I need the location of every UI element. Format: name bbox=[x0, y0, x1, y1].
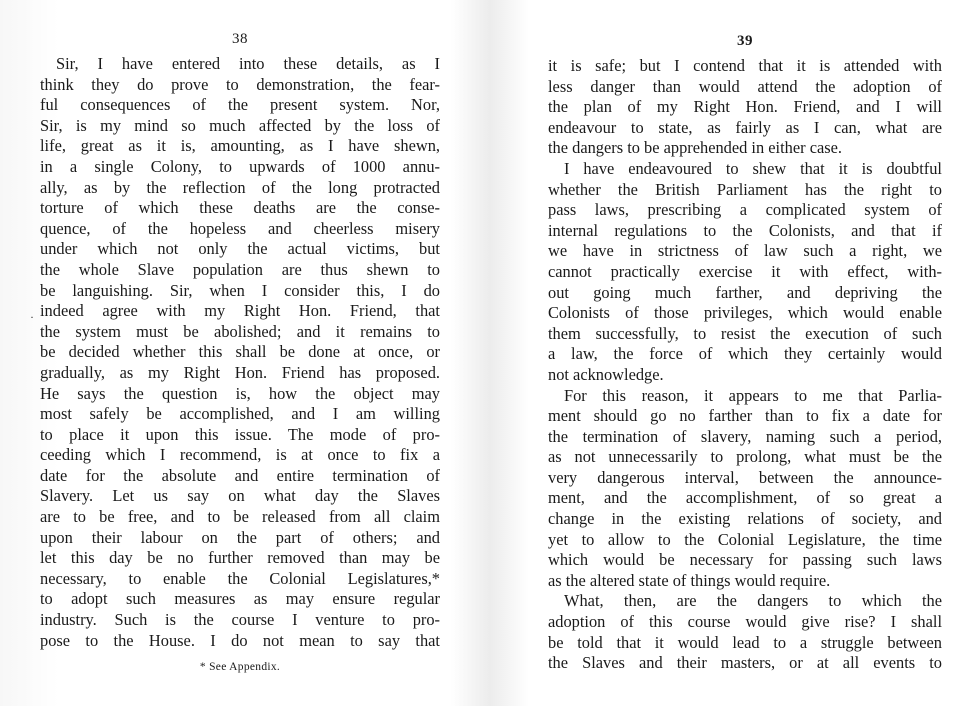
margin-mark: · bbox=[30, 310, 34, 324]
text-line: under which not only the actual victims, but bbox=[40, 239, 440, 259]
left-page bbox=[40, 0, 440, 706]
text-line: to place it upon this issue. The mode of pro- bbox=[40, 424, 440, 444]
text-line: be told that it would lead to a struggle between bbox=[548, 632, 942, 652]
text-line: Sir, is my mind so much affected by the loss of bbox=[40, 115, 440, 135]
text-line: pose to the House. I do not mean to say that bbox=[40, 630, 440, 650]
text-line: change in the existing relations of society, and bbox=[548, 509, 942, 529]
text-line: ceeding which I recommend, is at once to fix a bbox=[40, 445, 440, 465]
text-line: I have endeavoured to shew that it is doubtful bbox=[564, 158, 942, 178]
page-number-left: 38 bbox=[232, 31, 248, 47]
text-line: What, then, are the dangers to which the bbox=[564, 591, 942, 611]
text-line: the plan of my Right Hon. Friend, and I will bbox=[548, 97, 942, 117]
text-line: them successfully, to resist the execution of such bbox=[548, 323, 942, 343]
text-line: ment, and the accomplishment, of so great a bbox=[548, 488, 942, 508]
text-line: not acknowledge. bbox=[548, 364, 664, 384]
right-page bbox=[548, 0, 942, 706]
text-line: let this day be no further removed than may be bbox=[40, 548, 440, 568]
text-line: torture of which these deaths are the conse- bbox=[40, 198, 440, 218]
text-line: ally, as by the reflection of the long protracted bbox=[40, 177, 440, 197]
text-line: the Slaves and their masters, or at all events to bbox=[548, 653, 942, 673]
text-line: He says the question is, how the object may bbox=[40, 383, 440, 403]
text-line: Sir, I have entered into these details, as I bbox=[56, 54, 440, 73]
text-line: indeed agree with my Right Hon. Friend, that bbox=[40, 301, 440, 321]
text-line: adoption of this course would give rise? I shall bbox=[548, 612, 942, 632]
text-line: think they do prove to demonstration, the fear- bbox=[40, 74, 440, 94]
text-line: the termination of slavery, naming such a period, bbox=[548, 426, 942, 446]
text-line: in a single Colony, to upwards of 1000 annu- bbox=[40, 156, 440, 176]
text-line: it is safe; but I contend that it is attended with bbox=[548, 56, 942, 75]
text-line: quence, of the hopeless and cheerless misery bbox=[40, 218, 440, 238]
text-line: the dangers to be apprehended in either case. bbox=[548, 138, 842, 158]
text-line: be decided whether this shall be done at once, or bbox=[40, 342, 440, 362]
text-line: endeavour to state, as fairly as I can, what are bbox=[548, 117, 942, 137]
text-line: the system must be abolished; and it remains to bbox=[40, 321, 440, 341]
text-line: internal regulations to the Colonists, and that if bbox=[548, 220, 942, 240]
text-line: be languishing. Sir, when I consider this, I do bbox=[40, 280, 440, 300]
text-line: are to be free, and to be released from all claim bbox=[40, 507, 440, 527]
text-line: necessary, to enable the Colonial Legislatures,* bbox=[40, 568, 440, 588]
left-page-body bbox=[40, 54, 440, 651]
footnote: * See Appendix. bbox=[199, 661, 281, 674]
text-line: Colonists of those privileges, which would enable bbox=[548, 303, 942, 323]
text-line: very dangerous interval, between the announce- bbox=[548, 467, 942, 487]
text-line: ful consequences of the present system. Nor, bbox=[40, 95, 440, 115]
text-line: yet to allow to the Colonial Legislature, the time bbox=[548, 529, 942, 549]
text-line: ment should go no farther than to fix a date for bbox=[548, 406, 942, 426]
right-page-body bbox=[548, 56, 942, 674]
text-line: Slavery. Let us say on what day the Slaves bbox=[40, 486, 440, 506]
text-line: to adopt such measures as may ensure regular bbox=[40, 589, 440, 609]
text-line: upon their labour on the part of others; and bbox=[40, 527, 440, 547]
text-line: whether the British Parliament has the right to bbox=[548, 179, 942, 199]
text-line: less danger than would attend the adoption of bbox=[548, 76, 942, 96]
text-line: gradually, as my Right Hon. Friend has proposed. bbox=[40, 362, 440, 382]
text-line: most safely be accomplished, and I am willing bbox=[40, 404, 440, 424]
text-line: For this reason, it appears to me that Parlia- bbox=[564, 385, 942, 405]
text-line: out going much farther, and depriving the bbox=[548, 282, 942, 302]
text-line: we have in strictness of law such a right, we bbox=[548, 241, 942, 261]
text-line: a law, the force of which they certainly would bbox=[548, 344, 942, 364]
text-line: date for the absolute and entire termination of bbox=[40, 465, 440, 485]
text-line: industry. Such is the course I venture to pro- bbox=[40, 610, 440, 630]
text-line: pass laws, prescribing a complicated system of bbox=[548, 200, 942, 220]
text-line: as not unnecessarily to prolong, what must be the bbox=[548, 447, 942, 467]
page-number-right: 39 bbox=[737, 33, 753, 49]
text-line: the whole Slave population are thus shewn to bbox=[40, 259, 440, 279]
text-line: life, great as it is, amounting, as I have shewn, bbox=[40, 136, 440, 156]
text-line: which would be necessary for passing such laws bbox=[548, 550, 942, 570]
text-line: as the altered state of things would require. bbox=[548, 570, 831, 590]
text-line: cannot practically exercise it with effect, with- bbox=[548, 261, 942, 281]
